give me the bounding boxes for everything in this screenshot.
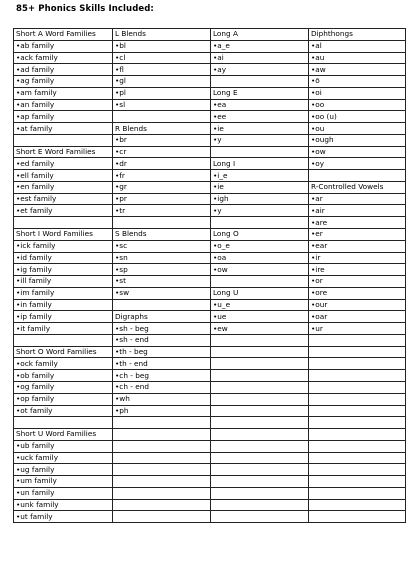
table-cell: •air bbox=[309, 205, 406, 217]
table-cell bbox=[309, 499, 406, 511]
table-cell: •ore bbox=[309, 287, 406, 299]
table-cell bbox=[309, 417, 406, 429]
table-row bbox=[14, 158, 406, 170]
table-cell: •our bbox=[309, 299, 406, 311]
table-cell: R-Controlled Vowels bbox=[309, 181, 406, 193]
table-cell: •ub family bbox=[14, 440, 113, 452]
table-cell bbox=[309, 170, 406, 182]
table-cell bbox=[211, 511, 309, 523]
table-cell: •th - end bbox=[113, 358, 211, 370]
table-cell: •gr bbox=[113, 181, 211, 193]
table-cell: •br bbox=[113, 134, 211, 146]
table-cell bbox=[14, 417, 113, 429]
table-cell bbox=[113, 440, 211, 452]
table-cell: Short I Word Families bbox=[14, 229, 113, 241]
table-row bbox=[14, 217, 406, 229]
table-cell: •et family bbox=[14, 205, 113, 217]
table-cell bbox=[211, 76, 309, 88]
table-cell: •ell family bbox=[14, 170, 113, 182]
table-cell: •ick family bbox=[14, 240, 113, 252]
table-cell: •ag family bbox=[14, 76, 113, 88]
table-cell: •um family bbox=[14, 476, 113, 488]
table-row bbox=[14, 311, 406, 323]
table-cell bbox=[309, 487, 406, 499]
table-cell: •gl bbox=[113, 76, 211, 88]
page-title: 85+ Phonics Skills Included: bbox=[16, 4, 154, 14]
table-cell: •cr bbox=[113, 146, 211, 158]
table-cell: •dr bbox=[113, 158, 211, 170]
table-cell: •ack family bbox=[14, 52, 113, 64]
table-cell: •ph bbox=[113, 405, 211, 417]
table-cell bbox=[211, 346, 309, 358]
table-cell bbox=[211, 429, 309, 441]
table-row bbox=[14, 464, 406, 476]
table-cell: •ab family bbox=[14, 40, 113, 52]
table-cell: •ee bbox=[211, 111, 309, 123]
table-cell: •y bbox=[211, 134, 309, 146]
table-cell: •ig family bbox=[14, 264, 113, 276]
table-row bbox=[14, 52, 406, 64]
table-row bbox=[14, 487, 406, 499]
table-cell: •in family bbox=[14, 299, 113, 311]
table-cell: •ock family bbox=[14, 358, 113, 370]
table-cell bbox=[309, 511, 406, 523]
table-cell: •a_e bbox=[211, 40, 309, 52]
table-row bbox=[14, 476, 406, 488]
table-cell: •y bbox=[211, 205, 309, 217]
table-row bbox=[14, 146, 406, 158]
table-cell bbox=[113, 299, 211, 311]
table-cell: •ue bbox=[211, 311, 309, 323]
table-cell: •ie bbox=[211, 123, 309, 135]
table-cell: •ow bbox=[309, 146, 406, 158]
table-cell: •id family bbox=[14, 252, 113, 264]
table-cell bbox=[309, 464, 406, 476]
table-row bbox=[14, 170, 406, 182]
table-cell: •ew bbox=[211, 323, 309, 335]
table-row bbox=[14, 252, 406, 264]
table-cell: •ur bbox=[309, 323, 406, 335]
table-cell bbox=[309, 381, 406, 393]
table-cell bbox=[113, 464, 211, 476]
table-cell bbox=[113, 217, 211, 229]
table-cell bbox=[14, 334, 113, 346]
table-row bbox=[14, 299, 406, 311]
table-cell: •sl bbox=[113, 99, 211, 111]
table-cell bbox=[211, 393, 309, 405]
table-cell: •bl bbox=[113, 40, 211, 52]
table-cell: •fr bbox=[113, 170, 211, 182]
table-row bbox=[14, 393, 406, 405]
table-cell: •ug family bbox=[14, 464, 113, 476]
table-cell: •tr bbox=[113, 205, 211, 217]
table-cell: •u_e bbox=[211, 299, 309, 311]
table-cell: •op family bbox=[14, 393, 113, 405]
table-cell bbox=[14, 217, 113, 229]
table-cell bbox=[211, 476, 309, 488]
table-cell bbox=[113, 487, 211, 499]
table-row bbox=[14, 76, 406, 88]
table-cell bbox=[211, 358, 309, 370]
table-cell: •ill family bbox=[14, 276, 113, 288]
table-cell: S Blends bbox=[113, 229, 211, 241]
table-cell bbox=[309, 334, 406, 346]
table-cell: •ut family bbox=[14, 511, 113, 523]
table-cell bbox=[211, 370, 309, 382]
table-cell bbox=[211, 487, 309, 499]
table-cell: •sh - beg bbox=[113, 323, 211, 335]
table-cell: •ai bbox=[211, 52, 309, 64]
table-cell: L Blends bbox=[113, 29, 211, 41]
table-cell: •it family bbox=[14, 323, 113, 335]
table-cell: •cl bbox=[113, 52, 211, 64]
table-cell: •o_e bbox=[211, 240, 309, 252]
table-cell bbox=[211, 440, 309, 452]
table-cell bbox=[309, 429, 406, 441]
table-cell: Short A Word Families bbox=[14, 29, 113, 41]
table-row bbox=[14, 346, 406, 358]
table-cell: •og family bbox=[14, 381, 113, 393]
table-cell bbox=[211, 499, 309, 511]
table-cell bbox=[309, 440, 406, 452]
table-row bbox=[14, 358, 406, 370]
table-row bbox=[14, 440, 406, 452]
table-cell: Long O bbox=[211, 229, 309, 241]
table-cell: •i_e bbox=[211, 170, 309, 182]
table-row bbox=[14, 240, 406, 252]
table-cell: •al bbox=[309, 40, 406, 52]
table-cell: •ough bbox=[309, 134, 406, 146]
table-cell: •ob family bbox=[14, 370, 113, 382]
table-cell: •ō bbox=[309, 76, 406, 88]
table-cell bbox=[113, 417, 211, 429]
table-cell: •aw bbox=[309, 64, 406, 76]
table-cell: •oo bbox=[309, 99, 406, 111]
table-cell: Long U bbox=[211, 287, 309, 299]
table-cell bbox=[211, 146, 309, 158]
table-cell: •st bbox=[113, 276, 211, 288]
table-cell: Digraphs bbox=[113, 311, 211, 323]
table-row bbox=[14, 111, 406, 123]
table-cell: •ow bbox=[211, 264, 309, 276]
table-row bbox=[14, 264, 406, 276]
table-cell bbox=[309, 393, 406, 405]
table-cell: •th - beg bbox=[113, 346, 211, 358]
table-cell: •wh bbox=[113, 393, 211, 405]
phonics-skills-table bbox=[13, 28, 406, 523]
table-row bbox=[14, 87, 406, 99]
table-cell: •er bbox=[309, 229, 406, 241]
table-cell: •ie bbox=[211, 181, 309, 193]
table-cell bbox=[211, 334, 309, 346]
table-cell: •ch - end bbox=[113, 381, 211, 393]
table-row bbox=[14, 417, 406, 429]
table-cell bbox=[211, 276, 309, 288]
table-cell bbox=[211, 405, 309, 417]
table-row bbox=[14, 205, 406, 217]
table-cell: •sh - end bbox=[113, 334, 211, 346]
table-row bbox=[14, 134, 406, 146]
table-cell bbox=[309, 452, 406, 464]
table-row bbox=[14, 287, 406, 299]
table-cell: Diphthongs bbox=[309, 29, 406, 41]
table-cell: •oa bbox=[211, 252, 309, 264]
table-cell bbox=[309, 358, 406, 370]
table-cell: •ed family bbox=[14, 158, 113, 170]
table-cell: •ir bbox=[309, 252, 406, 264]
table-cell: •ire bbox=[309, 264, 406, 276]
table-row bbox=[14, 499, 406, 511]
table-cell: •un family bbox=[14, 487, 113, 499]
table-cell bbox=[113, 111, 211, 123]
table-row bbox=[14, 429, 406, 441]
table-row bbox=[14, 334, 406, 346]
table-row bbox=[14, 405, 406, 417]
table-cell: •ea bbox=[211, 99, 309, 111]
table-cell: •at family bbox=[14, 123, 113, 135]
table-cell: •ch - beg bbox=[113, 370, 211, 382]
table-cell: Long I bbox=[211, 158, 309, 170]
table-cell bbox=[113, 429, 211, 441]
table-cell bbox=[211, 381, 309, 393]
table-cell: Short E Word Families bbox=[14, 146, 113, 158]
table-cell: •sp bbox=[113, 264, 211, 276]
table-cell bbox=[113, 452, 211, 464]
table-cell: •au bbox=[309, 52, 406, 64]
table-row bbox=[14, 29, 406, 41]
table-cell: •ay bbox=[211, 64, 309, 76]
table-cell bbox=[113, 511, 211, 523]
table-row bbox=[14, 452, 406, 464]
table-cell: •igh bbox=[211, 193, 309, 205]
table-cell bbox=[309, 370, 406, 382]
table-cell: •pl bbox=[113, 87, 211, 99]
table-cell: Long A bbox=[211, 29, 309, 41]
table-row bbox=[14, 123, 406, 135]
table-cell: Long E bbox=[211, 87, 309, 99]
table-row bbox=[14, 381, 406, 393]
table-cell bbox=[211, 452, 309, 464]
table-row bbox=[14, 64, 406, 76]
table-cell: •uck family bbox=[14, 452, 113, 464]
table-cell: •ear bbox=[309, 240, 406, 252]
table-cell: •sn bbox=[113, 252, 211, 264]
table-cell: •an family bbox=[14, 99, 113, 111]
table-row bbox=[14, 511, 406, 523]
table-row bbox=[14, 276, 406, 288]
table-cell bbox=[309, 405, 406, 417]
table-cell: •sw bbox=[113, 287, 211, 299]
table-cell bbox=[211, 417, 309, 429]
table-row bbox=[14, 370, 406, 382]
table-cell: •pr bbox=[113, 193, 211, 205]
table-cell: •oo (u) bbox=[309, 111, 406, 123]
table-cell: •oy bbox=[309, 158, 406, 170]
table-cell: •est family bbox=[14, 193, 113, 205]
table-cell bbox=[113, 476, 211, 488]
table-cell bbox=[309, 346, 406, 358]
table-cell: •im family bbox=[14, 287, 113, 299]
table-cell: •fl bbox=[113, 64, 211, 76]
table-cell bbox=[309, 476, 406, 488]
table-row bbox=[14, 40, 406, 52]
phonics-skills-table-body bbox=[14, 29, 406, 523]
table-cell bbox=[14, 134, 113, 146]
table-row bbox=[14, 99, 406, 111]
table-row bbox=[14, 181, 406, 193]
table-cell: •ar bbox=[309, 193, 406, 205]
table-cell: •ad family bbox=[14, 64, 113, 76]
table-cell: •ap family bbox=[14, 111, 113, 123]
table-row bbox=[14, 229, 406, 241]
table-cell: •am family bbox=[14, 87, 113, 99]
table-row bbox=[14, 323, 406, 335]
table-cell bbox=[211, 464, 309, 476]
table-cell: •sc bbox=[113, 240, 211, 252]
table-cell: •are bbox=[309, 217, 406, 229]
table-cell: Short U Word Families bbox=[14, 429, 113, 441]
table-cell: •ip family bbox=[14, 311, 113, 323]
table-row bbox=[14, 193, 406, 205]
table-cell: •unk family bbox=[14, 499, 113, 511]
table-cell: •en family bbox=[14, 181, 113, 193]
table-cell: •ou bbox=[309, 123, 406, 135]
table-cell: •oi bbox=[309, 87, 406, 99]
table-cell: Short O Word Families bbox=[14, 346, 113, 358]
table-cell: •ot family bbox=[14, 405, 113, 417]
table-cell: •oar bbox=[309, 311, 406, 323]
table-cell: •or bbox=[309, 276, 406, 288]
table-cell bbox=[211, 217, 309, 229]
table-cell: R Blends bbox=[113, 123, 211, 135]
table-cell bbox=[113, 499, 211, 511]
